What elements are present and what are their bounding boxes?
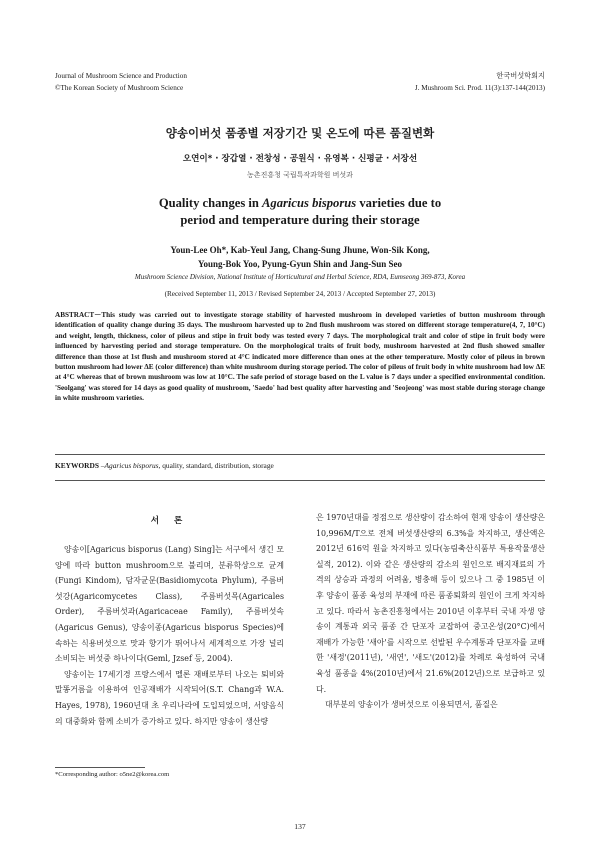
footnote-corresponding-author: *Corresponding author: o5ne2@korea.com xyxy=(55,771,170,778)
korean-authors: 오연이* · 장갑열 · 전창성 · 공원식 · 유영복 · 신평균 · 서장선 xyxy=(182,154,418,164)
korean-affiliation: 농촌진흥청 국립특작과학원 버섯과 xyxy=(247,171,353,179)
body-paragraph: 은 1970년대를 정점으로 생산량이 감소하여 현재 양송이 생산량은 10,996M/T으로 전체 버섯생산량의 6.3%을 차지하고, 생산액은 2012년 616억 원을 차지하고 있다(농림축산식품부 특용작물생산실적, 2012). 이와 같은 생산량의 감소의 원인으로 배지재료의 가격의 상승과 과정의 어려움, 병충해 등이 있으나 그 중 1985년 이후 양송이 품종 육성의 부재에 따른 품종퇴화의 원인이 크게 차지하고 있다. 따라서 농촌진흥청에서는 2010년 이후부터 국내 자생 양송이 계통과 외국 품종 간 단포자 교잡하여 중고온성(20°C)에서 재배가 가능한 '새아'를 시작으로 선발된 우수계통과 단포자를 교배한 '새정'(2011년), '새연', '새도'(2012)를 차례로 육성하여 국내 육성 품종을 4%(2010년)에서 21.6%(2012년)으로 보급하고 있다. xyxy=(316,513,545,694)
english-authors-line-2: Young-Bok Yoo, Pyung-Gyun Shin and Jang-Sun Seo xyxy=(198,259,402,269)
journal-citation: J. Mushroom Sci. Prod. 11(3):137-144(2013) xyxy=(414,84,545,92)
keywords: KEYWORDS –Agaricus bisporus, quality, standard, distribution, storage xyxy=(55,461,274,470)
english-title-line-1: Quality changes in Agaricus bisporus varieties due to xyxy=(158,196,442,210)
body-paragraph: 대부분의 양송이가 생버섯으로 이용되면서, 품질은 xyxy=(325,700,498,710)
keywords-rule-top xyxy=(55,454,545,455)
section-heading-introduction: 서 론 xyxy=(150,516,189,526)
received-dates: (Received September 11, 2013 / Revised September 24, 2013 / Accepted September 27, 2013) xyxy=(164,290,436,298)
page-number: 137 xyxy=(294,822,306,831)
society-name: ©The Korean Society of Mushroom Science xyxy=(55,84,184,92)
journal-header-left xyxy=(55,70,187,94)
keywords-species: Agaricus bisporus xyxy=(104,461,159,470)
keywords-label: KEYWORDS xyxy=(55,461,99,470)
korean-title: 양송이버섯 품종별 저장기간 및 온도에 따른 품질변화 xyxy=(165,126,435,140)
english-authors xyxy=(90,243,510,271)
society-name-korean: 한국버섯학회지 xyxy=(496,72,545,80)
abstract-label: ABSTRACT xyxy=(55,311,95,319)
english-title-line-2: period and temperature during their storage xyxy=(180,213,420,227)
left-column xyxy=(55,542,284,729)
english-affiliation: Mushroom Science Division, National Institute of Horticultural and Herbal Science, RDA, Eumseong 369-873, Korea xyxy=(134,273,466,281)
body-paragraph: 양송이[Agaricus bisporus (Lang) Sing]는 서구에서 생긴 모양에 따라 button mushroom으로 불리며, 분류학상으로 균계(Fungi Kindom), 담자균문(Basidiomycota Phylum), 주름버섯강(Agaricomycetes Class), 주름버섯목(Agaricales Order), 주름버섯과(Agaricaceae Family), 주름버섯속(Agaricus Genus), 양송이종(Agaricus bisporus Species)에 속하는 식용버섯으로 맛과 향기가 뛰어나서 세계적으로 가장 널리 소비되는 버섯중 하나이다(Geml, Jzsef 등, 2004). xyxy=(55,545,284,664)
right-column xyxy=(316,510,545,713)
footnote-rule xyxy=(55,767,145,768)
english-authors-line-1: Youn-Lee Oh*, Kab-Yeul Jang, Chang-Sung Jhune, Won-Sik Kong, xyxy=(170,245,430,255)
abstract-text: －This study was carried out to investigate storage stability of harvested mushroom in developed varieties of button mushroom through identification of quality change during 35 days. The mushroom harvested up to 2nd flush mushroom was stored on different storage temperature(4, 7, 10°C) and weight, length, thickness, color of pileus and stipe in fruit body was tested every 7 days. The morphological trait and color of stipe in fruit body were influenced by harvesting period and storage temperature. On the morphological traits of fruit body, mushroom harvested at 2nd flush showed smaller difference than those at 1st flush and mushroom stored at 4°C indicated more difference than ones at the other temperature. Mostly color of pileus in brown button mushroom had lower ΔE (color difference) than white mushroom during storage period. The color of pileus of fruit body in white mushroom had low ΔE at 4°C whereas that of brown mushroom was low at 10°C. The safe period of storage based on the L value is 7 days under a specified environmental condition. 'Seolgang' was stored for 14 days as good quality of mushroom, 'Saedo' had best quality after harvesting and 'Seojeong' was most stable during storage change in white mushroom varieties. xyxy=(55,311,545,403)
keywords-list: , quality, standard, distribution, storage xyxy=(158,461,274,470)
keywords-rule-bottom xyxy=(55,480,545,481)
journal-name: Journal of Mushroom Science and Production xyxy=(55,72,187,80)
body-paragraph: 양송이는 17세기경 프랑스에서 멜론 재배로부터 나오는 퇴비와 말똥거름을 이용하여 인공재배가 시작되어(S.T. Chang과 W.A. Hayes, 1978), 1960년대 초 우리나라에 도입되었으며, 서양음식의 대중화와 함께 소비가 증가하고 있다. 하지만 양송이 생산량 xyxy=(55,669,284,726)
abstract xyxy=(55,310,545,404)
english-title xyxy=(100,195,500,229)
journal-header-right xyxy=(415,70,545,94)
